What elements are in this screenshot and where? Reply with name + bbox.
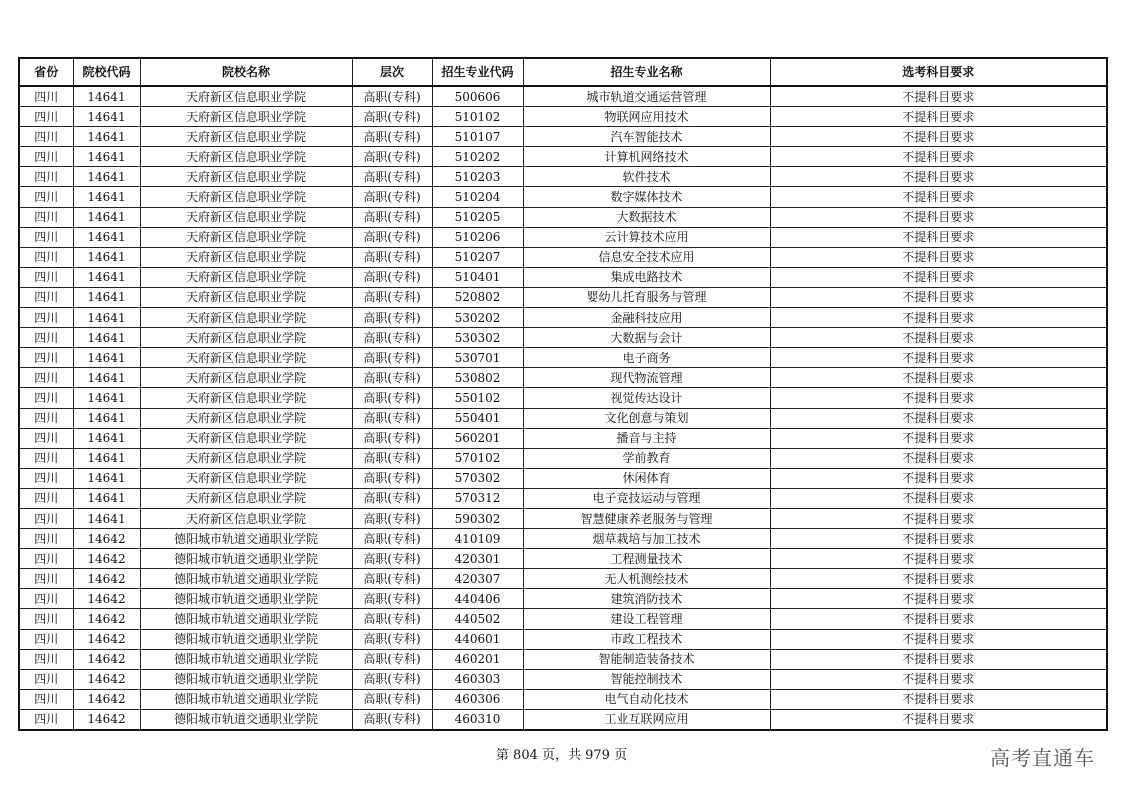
cell-major-name: 无人机测绘技术 bbox=[523, 569, 770, 589]
cell-major-code: 460306 bbox=[432, 689, 523, 709]
cell-subject-requirement: 不提科目要求 bbox=[770, 529, 1107, 549]
cell-level: 高职(专科) bbox=[352, 589, 432, 609]
cell-school-name: 天府新区信息职业学院 bbox=[140, 488, 352, 508]
column-header-major-name: 招生专业名称 bbox=[523, 58, 770, 86]
cell-major-code: 570302 bbox=[432, 468, 523, 488]
cell-major-name: 婴幼儿托育服务与管理 bbox=[523, 287, 770, 307]
cell-level: 高职(专科) bbox=[352, 468, 432, 488]
cell-major-code: 460310 bbox=[432, 709, 523, 730]
cell-subject-requirement: 不提科目要求 bbox=[770, 348, 1107, 368]
cell-level: 高职(专科) bbox=[352, 549, 432, 569]
column-header-school-name: 院校名称 bbox=[140, 58, 352, 86]
cell-school-name: 天府新区信息职业学院 bbox=[140, 107, 352, 127]
cell-major-name: 休闲体育 bbox=[523, 468, 770, 488]
cell-subject-requirement: 不提科目要求 bbox=[770, 549, 1107, 569]
table-row bbox=[19, 569, 1107, 589]
cell-major-code: 510205 bbox=[432, 207, 523, 227]
cell-school-code: 14641 bbox=[73, 187, 140, 207]
cell-school-name: 德阳城市轨道交通职业学院 bbox=[140, 629, 352, 649]
cell-school-code: 14641 bbox=[73, 127, 140, 147]
cell-major-code: 420301 bbox=[432, 549, 523, 569]
cell-major-name: 建设工程管理 bbox=[523, 609, 770, 629]
cell-major-name: 视觉传达设计 bbox=[523, 388, 770, 408]
cell-school-name: 天府新区信息职业学院 bbox=[140, 388, 352, 408]
cell-level: 高职(专科) bbox=[352, 408, 432, 428]
cell-school-name: 天府新区信息职业学院 bbox=[140, 167, 352, 187]
cell-school-code: 14641 bbox=[73, 328, 140, 348]
cell-subject-requirement: 不提科目要求 bbox=[770, 86, 1107, 107]
cell-subject-requirement: 不提科目要求 bbox=[770, 589, 1107, 609]
cell-major-name: 电气自动化技术 bbox=[523, 689, 770, 709]
watermark-text: 高考直通车 bbox=[990, 746, 1095, 770]
table-row bbox=[19, 669, 1107, 689]
cell-school-code: 14642 bbox=[73, 709, 140, 730]
cell-province: 四川 bbox=[19, 187, 73, 207]
cell-school-name: 德阳城市轨道交通职业学院 bbox=[140, 549, 352, 569]
cell-school-name: 德阳城市轨道交通职业学院 bbox=[140, 669, 352, 689]
cell-school-name: 天府新区信息职业学院 bbox=[140, 308, 352, 328]
cell-school-code: 14641 bbox=[73, 267, 140, 287]
cell-school-name: 德阳城市轨道交通职业学院 bbox=[140, 529, 352, 549]
cell-school-name: 天府新区信息职业学院 bbox=[140, 247, 352, 267]
cell-major-name: 文化创意与策划 bbox=[523, 408, 770, 428]
cell-school-code: 14641 bbox=[73, 488, 140, 508]
cell-school-code: 14641 bbox=[73, 468, 140, 488]
cell-level: 高职(专科) bbox=[352, 127, 432, 147]
cell-school-name: 天府新区信息职业学院 bbox=[140, 227, 352, 247]
column-header-province: 省份 bbox=[19, 58, 73, 86]
cell-level: 高职(专科) bbox=[352, 287, 432, 307]
cell-major-name: 烟草栽培与加工技术 bbox=[523, 529, 770, 549]
cell-province: 四川 bbox=[19, 227, 73, 247]
cell-subject-requirement: 不提科目要求 bbox=[770, 448, 1107, 468]
cell-major-code: 420307 bbox=[432, 569, 523, 589]
cell-school-code: 14642 bbox=[73, 569, 140, 589]
cell-school-name: 天府新区信息职业学院 bbox=[140, 428, 352, 448]
cell-school-name: 天府新区信息职业学院 bbox=[140, 508, 352, 528]
cell-school-name: 德阳城市轨道交通职业学院 bbox=[140, 689, 352, 709]
cell-school-code: 14642 bbox=[73, 629, 140, 649]
cell-province: 四川 bbox=[19, 328, 73, 348]
table-row bbox=[19, 448, 1107, 468]
cell-major-code: 550102 bbox=[432, 388, 523, 408]
cell-major-name: 城市轨道交通运营管理 bbox=[523, 86, 770, 107]
cell-school-code: 14641 bbox=[73, 107, 140, 127]
admission-table-container bbox=[18, 57, 1106, 731]
cell-school-code: 14641 bbox=[73, 368, 140, 388]
cell-school-code: 14641 bbox=[73, 308, 140, 328]
cell-level: 高职(专科) bbox=[352, 428, 432, 448]
cell-subject-requirement: 不提科目要求 bbox=[770, 669, 1107, 689]
table-row bbox=[19, 589, 1107, 609]
cell-school-code: 14642 bbox=[73, 549, 140, 569]
cell-major-code: 410109 bbox=[432, 529, 523, 549]
cell-subject-requirement: 不提科目要求 bbox=[770, 649, 1107, 669]
cell-subject-requirement: 不提科目要求 bbox=[770, 247, 1107, 267]
cell-major-name: 工程测量技术 bbox=[523, 549, 770, 569]
cell-major-code: 460201 bbox=[432, 649, 523, 669]
cell-school-name: 天府新区信息职业学院 bbox=[140, 86, 352, 107]
table-row bbox=[19, 167, 1107, 187]
cell-school-code: 14641 bbox=[73, 448, 140, 468]
cell-province: 四川 bbox=[19, 388, 73, 408]
cell-level: 高职(专科) bbox=[352, 147, 432, 167]
cell-subject-requirement: 不提科目要求 bbox=[770, 167, 1107, 187]
table-row bbox=[19, 709, 1107, 730]
cell-major-name: 汽车智能技术 bbox=[523, 127, 770, 147]
cell-major-name: 电子商务 bbox=[523, 348, 770, 368]
cell-subject-requirement: 不提科目要求 bbox=[770, 468, 1107, 488]
cell-subject-requirement: 不提科目要求 bbox=[770, 569, 1107, 589]
table-row bbox=[19, 267, 1107, 287]
cell-school-code: 14641 bbox=[73, 408, 140, 428]
table-row bbox=[19, 86, 1107, 107]
cell-subject-requirement: 不提科目要求 bbox=[770, 267, 1107, 287]
cell-province: 四川 bbox=[19, 488, 73, 508]
cell-major-code: 510102 bbox=[432, 107, 523, 127]
cell-province: 四川 bbox=[19, 408, 73, 428]
cell-province: 四川 bbox=[19, 127, 73, 147]
cell-major-code: 530802 bbox=[432, 368, 523, 388]
table-row bbox=[19, 488, 1107, 508]
cell-subject-requirement: 不提科目要求 bbox=[770, 147, 1107, 167]
cell-major-name: 现代物流管理 bbox=[523, 368, 770, 388]
cell-subject-requirement: 不提科目要求 bbox=[770, 187, 1107, 207]
column-header-school-code: 院校代码 bbox=[73, 58, 140, 86]
cell-school-name: 德阳城市轨道交通职业学院 bbox=[140, 649, 352, 669]
cell-level: 高职(专科) bbox=[352, 508, 432, 528]
table-row bbox=[19, 468, 1107, 488]
cell-province: 四川 bbox=[19, 368, 73, 388]
cell-province: 四川 bbox=[19, 508, 73, 528]
cell-school-code: 14641 bbox=[73, 247, 140, 267]
cell-major-name: 电子竞技运动与管理 bbox=[523, 488, 770, 508]
table-row bbox=[19, 287, 1107, 307]
cell-major-name: 金融科技应用 bbox=[523, 308, 770, 328]
column-header-subject-requirement: 选考科目要求 bbox=[770, 58, 1107, 86]
cell-school-name: 天府新区信息职业学院 bbox=[140, 267, 352, 287]
cell-subject-requirement: 不提科目要求 bbox=[770, 287, 1107, 307]
cell-major-name: 数字媒体技术 bbox=[523, 187, 770, 207]
table-row bbox=[19, 629, 1107, 649]
cell-major-code: 510203 bbox=[432, 167, 523, 187]
cell-school-code: 14641 bbox=[73, 167, 140, 187]
cell-school-code: 14641 bbox=[73, 86, 140, 107]
cell-major-code: 530302 bbox=[432, 328, 523, 348]
cell-level: 高职(专科) bbox=[352, 388, 432, 408]
cell-major-code: 510206 bbox=[432, 227, 523, 247]
cell-major-name: 学前教育 bbox=[523, 448, 770, 468]
cell-major-name: 物联网应用技术 bbox=[523, 107, 770, 127]
cell-province: 四川 bbox=[19, 348, 73, 368]
cell-province: 四川 bbox=[19, 669, 73, 689]
table-row bbox=[19, 428, 1107, 448]
cell-major-name: 计算机网络技术 bbox=[523, 147, 770, 167]
cell-province: 四川 bbox=[19, 207, 73, 227]
cell-province: 四川 bbox=[19, 267, 73, 287]
cell-school-name: 天府新区信息职业学院 bbox=[140, 328, 352, 348]
table-row bbox=[19, 227, 1107, 247]
cell-school-code: 14642 bbox=[73, 669, 140, 689]
cell-subject-requirement: 不提科目要求 bbox=[770, 328, 1107, 348]
cell-school-name: 天府新区信息职业学院 bbox=[140, 408, 352, 428]
cell-major-name: 大数据技术 bbox=[523, 207, 770, 227]
cell-province: 四川 bbox=[19, 569, 73, 589]
cell-school-code: 14641 bbox=[73, 388, 140, 408]
cell-school-name: 德阳城市轨道交通职业学院 bbox=[140, 709, 352, 730]
cell-major-code: 460303 bbox=[432, 669, 523, 689]
cell-subject-requirement: 不提科目要求 bbox=[770, 609, 1107, 629]
cell-province: 四川 bbox=[19, 247, 73, 267]
cell-level: 高职(专科) bbox=[352, 488, 432, 508]
cell-level: 高职(专科) bbox=[352, 267, 432, 287]
cell-province: 四川 bbox=[19, 468, 73, 488]
cell-school-code: 14641 bbox=[73, 207, 140, 227]
cell-level: 高职(专科) bbox=[352, 649, 432, 669]
cell-major-name: 智慧健康养老服务与管理 bbox=[523, 508, 770, 528]
cell-school-name: 天府新区信息职业学院 bbox=[140, 127, 352, 147]
cell-level: 高职(专科) bbox=[352, 348, 432, 368]
cell-major-code: 510401 bbox=[432, 267, 523, 287]
cell-level: 高职(专科) bbox=[352, 328, 432, 348]
cell-province: 四川 bbox=[19, 308, 73, 328]
cell-subject-requirement: 不提科目要求 bbox=[770, 227, 1107, 247]
cell-school-name: 天府新区信息职业学院 bbox=[140, 448, 352, 468]
table-row bbox=[19, 529, 1107, 549]
cell-school-code: 14642 bbox=[73, 589, 140, 609]
cell-subject-requirement: 不提科目要求 bbox=[770, 207, 1107, 227]
cell-level: 高职(专科) bbox=[352, 448, 432, 468]
table-row bbox=[19, 147, 1107, 167]
table-row bbox=[19, 187, 1107, 207]
cell-province: 四川 bbox=[19, 649, 73, 669]
cell-school-name: 德阳城市轨道交通职业学院 bbox=[140, 589, 352, 609]
cell-major-code: 500606 bbox=[432, 86, 523, 107]
cell-major-code: 510107 bbox=[432, 127, 523, 147]
cell-subject-requirement: 不提科目要求 bbox=[770, 629, 1107, 649]
table-body bbox=[19, 86, 1107, 730]
cell-province: 四川 bbox=[19, 689, 73, 709]
cell-level: 高职(专科) bbox=[352, 689, 432, 709]
cell-school-code: 14641 bbox=[73, 348, 140, 368]
cell-major-name: 智能控制技术 bbox=[523, 669, 770, 689]
cell-major-name: 云计算技术应用 bbox=[523, 227, 770, 247]
cell-province: 四川 bbox=[19, 448, 73, 468]
cell-level: 高职(专科) bbox=[352, 569, 432, 589]
cell-subject-requirement: 不提科目要求 bbox=[770, 388, 1107, 408]
table-header-row bbox=[19, 58, 1107, 86]
cell-subject-requirement: 不提科目要求 bbox=[770, 127, 1107, 147]
cell-subject-requirement: 不提科目要求 bbox=[770, 408, 1107, 428]
cell-school-name: 天府新区信息职业学院 bbox=[140, 468, 352, 488]
cell-major-name: 建筑消防技术 bbox=[523, 589, 770, 609]
cell-major-name: 市政工程技术 bbox=[523, 629, 770, 649]
cell-level: 高职(专科) bbox=[352, 709, 432, 730]
cell-major-code: 570102 bbox=[432, 448, 523, 468]
cell-level: 高职(专科) bbox=[352, 308, 432, 328]
cell-school-code: 14642 bbox=[73, 689, 140, 709]
cell-subject-requirement: 不提科目要求 bbox=[770, 508, 1107, 528]
cell-level: 高职(专科) bbox=[352, 86, 432, 107]
cell-school-code: 14641 bbox=[73, 147, 140, 167]
cell-level: 高职(专科) bbox=[352, 247, 432, 267]
cell-subject-requirement: 不提科目要求 bbox=[770, 368, 1107, 388]
cell-major-code: 590302 bbox=[432, 508, 523, 528]
cell-major-code: 530701 bbox=[432, 348, 523, 368]
cell-school-name: 天府新区信息职业学院 bbox=[140, 147, 352, 167]
column-header-major-code: 招生专业代码 bbox=[432, 58, 523, 86]
cell-province: 四川 bbox=[19, 529, 73, 549]
cell-major-code: 440502 bbox=[432, 609, 523, 629]
cell-school-name: 天府新区信息职业学院 bbox=[140, 287, 352, 307]
table-row bbox=[19, 609, 1107, 629]
cell-level: 高职(专科) bbox=[352, 167, 432, 187]
cell-level: 高职(专科) bbox=[352, 669, 432, 689]
table-row bbox=[19, 689, 1107, 709]
cell-school-code: 14642 bbox=[73, 529, 140, 549]
admission-table bbox=[18, 57, 1108, 731]
cell-major-name: 大数据与会计 bbox=[523, 328, 770, 348]
cell-school-code: 14641 bbox=[73, 428, 140, 448]
cell-province: 四川 bbox=[19, 609, 73, 629]
page-number: 第 804 页，共 979 页 bbox=[495, 748, 628, 763]
table-row bbox=[19, 207, 1107, 227]
cell-school-name: 天府新区信息职业学院 bbox=[140, 348, 352, 368]
cell-major-code: 510202 bbox=[432, 147, 523, 167]
column-header-level: 层次 bbox=[352, 58, 432, 86]
cell-major-name: 播音与主持 bbox=[523, 428, 770, 448]
cell-level: 高职(专科) bbox=[352, 227, 432, 247]
table-row bbox=[19, 408, 1107, 428]
cell-major-code: 510204 bbox=[432, 187, 523, 207]
cell-major-code: 570312 bbox=[432, 488, 523, 508]
cell-province: 四川 bbox=[19, 629, 73, 649]
cell-major-name: 软件技术 bbox=[523, 167, 770, 187]
cell-province: 四川 bbox=[19, 86, 73, 107]
cell-level: 高职(专科) bbox=[352, 629, 432, 649]
cell-major-code: 440601 bbox=[432, 629, 523, 649]
cell-school-name: 天府新区信息职业学院 bbox=[140, 187, 352, 207]
cell-major-code: 510207 bbox=[432, 247, 523, 267]
cell-major-code: 440406 bbox=[432, 589, 523, 609]
table-row bbox=[19, 368, 1107, 388]
cell-subject-requirement: 不提科目要求 bbox=[770, 308, 1107, 328]
cell-school-name: 德阳城市轨道交通职业学院 bbox=[140, 609, 352, 629]
cell-province: 四川 bbox=[19, 107, 73, 127]
cell-subject-requirement: 不提科目要求 bbox=[770, 488, 1107, 508]
cell-level: 高职(专科) bbox=[352, 368, 432, 388]
cell-school-name: 天府新区信息职业学院 bbox=[140, 368, 352, 388]
cell-subject-requirement: 不提科目要求 bbox=[770, 107, 1107, 127]
cell-province: 四川 bbox=[19, 549, 73, 569]
cell-major-name: 集成电路技术 bbox=[523, 267, 770, 287]
cell-province: 四川 bbox=[19, 147, 73, 167]
cell-province: 四川 bbox=[19, 167, 73, 187]
cell-province: 四川 bbox=[19, 589, 73, 609]
cell-level: 高职(专科) bbox=[352, 187, 432, 207]
cell-major-name: 信息安全技术应用 bbox=[523, 247, 770, 267]
cell-province: 四川 bbox=[19, 709, 73, 730]
cell-major-name: 工业互联网应用 bbox=[523, 709, 770, 730]
cell-subject-requirement: 不提科目要求 bbox=[770, 428, 1107, 448]
table-row bbox=[19, 348, 1107, 368]
cell-school-name: 德阳城市轨道交通职业学院 bbox=[140, 569, 352, 589]
table-row bbox=[19, 388, 1107, 408]
cell-level: 高职(专科) bbox=[352, 107, 432, 127]
table-row bbox=[19, 549, 1107, 569]
cell-level: 高职(专科) bbox=[352, 609, 432, 629]
table-row bbox=[19, 649, 1107, 669]
cell-major-name: 智能制造装备技术 bbox=[523, 649, 770, 669]
table-row bbox=[19, 107, 1107, 127]
table-row bbox=[19, 508, 1107, 528]
table-row bbox=[19, 328, 1107, 348]
cell-major-code: 520802 bbox=[432, 287, 523, 307]
cell-subject-requirement: 不提科目要求 bbox=[770, 689, 1107, 709]
cell-school-code: 14641 bbox=[73, 287, 140, 307]
cell-level: 高职(专科) bbox=[352, 207, 432, 227]
cell-province: 四川 bbox=[19, 287, 73, 307]
cell-province: 四川 bbox=[19, 428, 73, 448]
cell-level: 高职(专科) bbox=[352, 529, 432, 549]
cell-school-code: 14641 bbox=[73, 227, 140, 247]
cell-subject-requirement: 不提科目要求 bbox=[770, 709, 1107, 730]
cell-school-code: 14642 bbox=[73, 649, 140, 669]
table-row bbox=[19, 127, 1107, 147]
table-row bbox=[19, 308, 1107, 328]
cell-major-code: 550401 bbox=[432, 408, 523, 428]
cell-major-code: 530202 bbox=[432, 308, 523, 328]
cell-school-name: 天府新区信息职业学院 bbox=[140, 207, 352, 227]
cell-major-code: 560201 bbox=[432, 428, 523, 448]
cell-school-code: 14641 bbox=[73, 508, 140, 528]
cell-school-code: 14642 bbox=[73, 609, 140, 629]
table-row bbox=[19, 247, 1107, 267]
